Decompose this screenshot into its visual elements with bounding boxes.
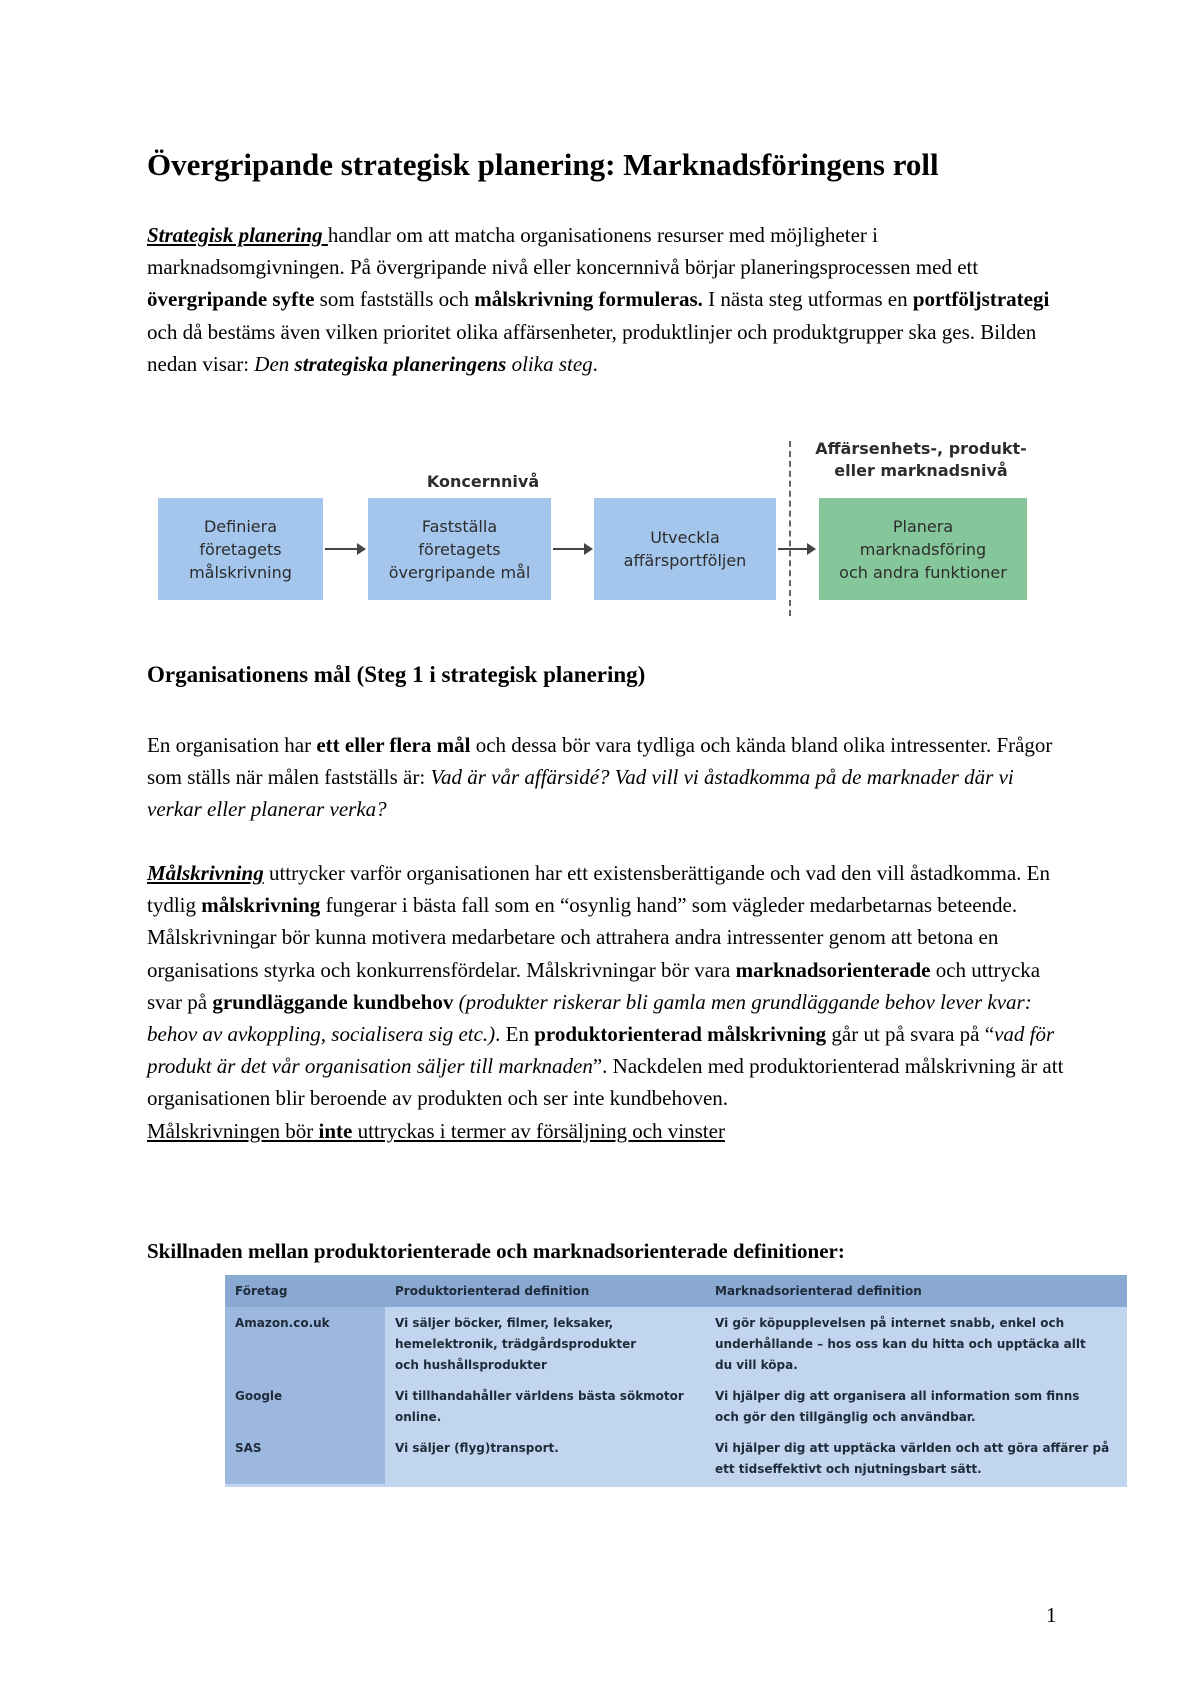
term-strategisk-planering: Strategisk planering	[147, 223, 328, 247]
header-marknadsorienterad: Marknadsorienterad definition	[705, 1275, 1127, 1307]
page-number: 1	[1046, 1603, 1057, 1627]
cell-company: Google	[225, 1380, 385, 1432]
header-produktorienterad: Produktorienterad definition	[385, 1275, 705, 1307]
cell-company: SAS	[225, 1432, 385, 1484]
definitions-table-wrapper	[225, 1275, 1127, 1487]
arrow-1	[325, 548, 364, 550]
definitions-table	[225, 1275, 1127, 1484]
label-koncernniva: Koncernnivå	[426, 472, 540, 491]
header-foretag: Företag	[225, 1275, 385, 1307]
label-affarsenhetsniva: Affärsenhets-, produkt- eller marknadsnivå	[815, 439, 1027, 480]
table-row	[225, 1432, 1127, 1484]
arrow-3	[778, 548, 814, 550]
table-row	[225, 1380, 1127, 1432]
cell-market-definition: Vi gör köpupplevelsen på internet snabb, enkel och underhållande – hos oss kan du hitta och upptäcka allt du vill köpa.	[715, 1316, 1086, 1372]
section-heading-organisationens-mal: Organisationens mål (Steg 1 i strategisk planering)	[147, 662, 646, 687]
intro-paragraph: Strategisk planering handlar om att matcha organisationens resurser med möjligheter i marknadsomgivningen. På övergripande nivå eller koncernnivå börjar planeringsprocessen med ett övergripande syfte som fastställs och målskrivning formuleras. I nästa steg utformas en portföljstrategi och då bestäms även vilken prioritet olika affärsenheter, produktlinjer och produktgrupper ska ges. Bilden nedan visar: Den strategiska planeringens olika steg.	[147, 223, 1050, 376]
step-utveckla-affarsportfolj: Utveckla affärsportföljen	[594, 498, 776, 600]
table-header-row	[225, 1275, 1127, 1307]
cell-product-definition: Vi tillhandahåller världens bästa sökmotor online.	[395, 1389, 684, 1424]
arrow-2	[553, 548, 591, 550]
level-divider	[789, 441, 791, 616]
cell-product-definition: Vi säljer (flyg)transport.	[395, 1441, 559, 1455]
step-definiera-malskrivning: Definiera företagets målskrivning	[158, 498, 323, 600]
step-faststalla-mal: Fastställa företagets övergripande mål	[368, 498, 551, 600]
paragraph-malskrivning: Målskrivning uttrycker varför organisationen har ett existensberättigande och vad den vill åstadkomma. En tydlig målskrivning fungerar i bästa fall som en “osynlig hand” som vägleder medarbetarnas beteende. Målskrivningar bör kunna motivera medarbetare och attrahera andra intressenter genom att betona en organisations styrka och konkurrensfördelar. Målskrivningar bör vara marknadsorienterade och uttrycka svar på grundläggande kundbehov (produkter riskerar bli gamla men grundläggande behov lever kvar: behov av avkoppling, socialisera sig etc.). En produktorienterad målskrivning går ut på svara på “vad för produkt är det vår organisation säljer till marknaden”. Nackdelen med produktorienterad målskrivning är att organisationen blir beroende av produkten och ser inte kundbehoven. Målskrivningen bör inte uttryckas i termer av försäljning och vinster	[147, 857, 1067, 1147]
step-planera-marknadsforing: Planera marknadsföring och andra funktioner	[819, 498, 1027, 600]
page-title: Övergripande strategisk planering: Marknadsföringens roll	[147, 147, 939, 182]
cell-market-definition: Vi hjälper dig att upptäcka världen och att göra affärer på ett tidseffektivt och njutningsbart sätt.	[715, 1441, 1110, 1476]
strategic-planning-diagram	[148, 441, 1048, 616]
table-row	[225, 1307, 1127, 1380]
table-heading: Skillnaden mellan produktorienterade och marknadsorienterade definitioner:	[147, 1239, 845, 1263]
cell-market-definition: Vi hjälper dig att organisera all information som finns och gör den tillgänglig och användbar.	[715, 1389, 1080, 1424]
paragraph-mal: En organisation har ett eller flera mål och dessa bör vara tydliga och kända bland olika intressenter. Frågor som ställs när målen fastställs är: Vad är vår affärsidé? Vad vill vi åstadkomma på de marknader där vi verkar eller planerar verka?	[147, 733, 1053, 822]
note-inte-forsaljning: Målskrivningen bör inte uttryckas i termer av försäljning och vinster	[147, 1118, 725, 1143]
cell-company: Amazon.co.uk	[225, 1307, 385, 1380]
term-malskrivning: Målskrivning	[147, 861, 264, 885]
cell-product-definition: Vi säljer böcker, filmer, leksaker, hemelektronik, trädgårdsprodukter och hushållsprodukter	[395, 1316, 637, 1372]
